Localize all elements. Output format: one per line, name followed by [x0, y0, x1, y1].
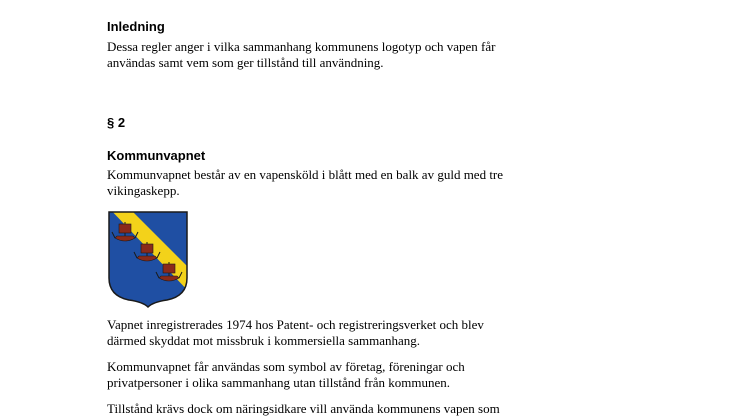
paragraph-anvandning: [107, 359, 577, 391]
heading-kommunvapnet: Kommunvapnet: [107, 148, 206, 163]
paragraph-registrering: [107, 317, 577, 349]
text-line: Tillstånd krävs dock om näringsidkare vill använda kommunens vapen som: [107, 401, 500, 416]
paragraph-tillstand: [107, 401, 577, 417]
section-number: § 2: [107, 115, 126, 130]
text-line: Dessa regler anger i vilka sammanhang kommunens logotyp och vapen får: [107, 39, 496, 54]
text-line: Vapnet inregistrerades 1974 hos Patent- och registreringsverket och blev: [107, 317, 484, 332]
text-line: Kommunvapnet får användas som symbol av företag, föreningar och: [107, 359, 465, 374]
text-line: därmed skyddat mot missbruk i kommersiella sammanhang.: [107, 333, 421, 348]
text-line: vikingaskepp.: [107, 183, 180, 198]
text-line: Kommunvapnet består av en vapensköld i blått med en balk av guld med tre: [107, 167, 504, 182]
cut-off-section-marker: [107, 0, 115, 1]
paragraph-kommunvapnet: [107, 167, 577, 199]
text-line: privatpersoner i olika sammanhang utan tillstånd från kommunen.: [107, 375, 450, 390]
text-line: användas samt vem som ger tillstånd till användning.: [107, 55, 384, 70]
heading-inledning: Inledning: [107, 19, 165, 34]
coat-of-arms-icon: [107, 210, 189, 308]
paragraph-inledning: [107, 39, 577, 71]
